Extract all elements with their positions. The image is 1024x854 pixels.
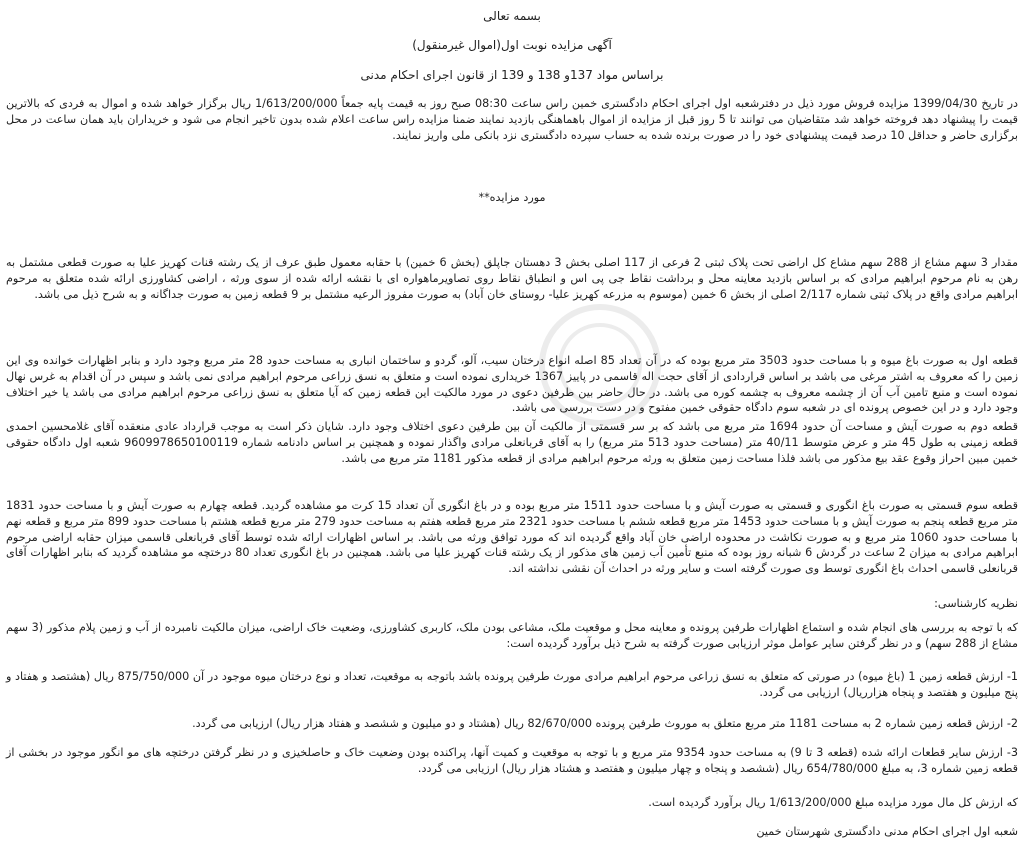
valuation-item-2: 2- ارزش قطعه زمین شماره 2 به مساحت 1181 متر مربع متعلق به موروث طرفین پرونده 82/670/000 ریال (هشتاد و دو میلیون و ششصد و هفتاد هزار ریال) ارزیابی می گردد. [192,717,1018,730]
plots-three-to-nine-paragraph: قطعه سوم قسمتی به صورت باغ انگوری و قسمتی به صورت آیش و با مساحت حدود 1511 متر مربع بوده و در باغ انگوری آن تعداد 15 کرت مو مشاهده گردید. قطعه چهارم به صورت آیش و با مساحت حدود 1831 متر مربع قطعه پنجم به صورت آیش و با مساحت حدود 1453 متر مربع قطعه ششم با مساحت حدود 2321 متر مربع قطعه هفتم به مساحت حدود 279 متر مربع قطعه هشتم با مساحت حدود 899 متر مربع و قطعه نهم با مساحت حدود 1060 متر مربع و به صورت نکاشت در محدوده اراضی خان آباد واقع گردیده اند که مورد توافق ورثه می باشد. بر اساس اظهارات ارائه شده توسط آقای قربانعلی قاسمی میزان حقابه اراضی مرحوم ابراهیم مرادی به میزان 2 ساعت در گردش 6 شبانه روز بوده که منبع تأمین آب زمین های مذکور از یک رشته قنات کهریز علیا می باشد. همچنین در باغ انگوری تعداد 80 درختچه مو مشاهده گردید که بنابر اظهارات آقای قربانعلی قاسمی احداث باغ انگوری توسط وی صورت گرفته است و سایر ورثه در احداث آن نقشی نداشته اند. [6,499,1018,576]
header-notice-title: آگهی مزایده نوبت اول(اموال غیرمنقول) [412,38,612,52]
valuation-item-1: 1- ارزش قطعه زمین 1 (باغ میوه) در صورتی که متعلق به نسق زراعی مرحوم ابراهیم مرادی مورث طرفین پرونده باشد باتوجه به موقعیت، تعداد و نوع درختان میوه موجود در آن 875/750/000 ریال (هشتصد و هفتاد و پنج میلیون و هفتصد و پنجاه هزارریال) ارزیابی می گردد. [6,670,1019,699]
header-legal-basis: براساس مواد 137و 138 و 139 از قانون اجرای احکام مدنی [360,68,664,82]
plot-two-paragraph: قطعه دوم به صورت آیش و مساحت آن حدود 1694 متر مربع می باشد که بر سر قسمتی از مالکیت آن بین طرفین دعوی اختلاف وجود دارد. شایان ذکر است به موجب قرارداد عادی منعقده آقای غلامحسین احمدی قطعه زمینی به طول 45 متر و عرض متوسط 40/11 متر (مساحت حدود 513 متر مربع) را به آقای قربانعلی مرادی واگذار نموده و همچنین بر اساس دادنامه شماره 9609978650100119 شعبه اول دادگاه حقوقی خمین مبین احراز وقوع عقد بیع مذکور می باشد فلذا مساحت زمین متعلق به ورثه مرحوم ابراهیم مرادی از قطعه مذکور 1181 متر مربع می باشد. [6,420,1018,465]
expert-opinion-body: که با توجه به بررسی های انجام شده و استماع اظهارات طرفین پرونده و معاینه محل و موقعیت ملک، مشاعی بودن ملک، کاربری کشاورزی، وضعیت خاک اراضی، میزان مالکیت نامبرده از آب و زمین پلام مذکور (3 سهم مشاع از 288 سهم) و در نظر گرفتن سایر عوامل موثر ارزیابی صورت گرفته به شرح ذیل برآورد گردیده است: [6,621,1018,650]
signature-line: شعبه اول اجرای احکام مدنی دادگستری شهرستان خمین [756,825,1018,838]
valuation-item-3: 3- ارزش سایر قطعات ارائه شده (قطعه 3 تا 9) به مساحت حدود 9354 متر مربع و با توجه به موقعیت و کمیت آنها، پراکنده بودن وضعیت خاک و حاصلخیزی و در نظر گرفتن درختچه های مو انگور موجود در بخشی از قطعه زمین شماره 3، به مبلغ 654/780/000 ریال (ششصد و پنجاه و چهار میلیون و هفتصد و هشتاد هزار ریال) ارزیابی می گردد. [6,746,1018,775]
header-bismillah: بسمه تعالی [483,9,541,23]
property-description-paragraph: مقدار 3 سهم مشاع از 288 سهم مشاع کل اراضی تحت پلاک ثبتی 2 فرعی از 117 اصلی بخش 3 دهستان جاپلق (بخش 6 خمین) با حقابه معمول طبق عرف از یک رشته قنات کهریز علیا به صورت قطعی مشتمل به رهن به نام مرحوم ابراهیم مرادی که بر اساس بازدید معاینه محل و برداشت نقاط جی پی اس و انطباق نقاط روی تصاویرماهواره ای با نقشه ارائه شده از سوی ورثه ، اراضی کشاورزی ارائه شده متعلق به مرحوم ابراهیم مرادی واقع در پلاک ثبتی شماره 2/117 اصلی از بخش 6 خمین (موسوم به مزرعه کهریز علیا- روستای خان آباد) به صورت مفروز الرعیه مشتمل بر 9 قطعه زمین به صورت جداگانه و به شرح ذیل می باشد. [6,256,1019,301]
expert-opinion-title: نظریه کارشناسی: [934,597,1018,610]
intro-paragraph: در تاریخ 1399/04/30 مزایده فروش مورد ذیل در دفترشعبه اول اجرای احکام دادگستری خمین راس ساعت 08:30 صبح روز به قیمت پایه جمعاً 1/613/200/000 ریال برگزار خواهد شده و اموال به فردی که بالاترین قیمت را پیشنهاد دهد فروخته خواهد شد متقاضیان می توانند تا 5 روز قبل از مزایده از اموال باهماهنگی بازدید نمایند ضمنا مزایده راس ساعت اعلام شده بدون تاخیر انجام می شود و خریداران باید همان ساعت در محل برگزاری حاضر و حداقل 10 درصد قیمت پیشنهادی خود را در صورت برنده شده به حساب سپرده دادگستری نزد بانکی ملی واریز نمایند. [6,97,1019,142]
total-valuation: که ارزش کل مال مورد مزایده مبلغ 1/613/200/000 ریال برآورد گردیده است. [648,796,1018,809]
auction-subject-title: مورد مزایده** [478,191,546,204]
plot-one-paragraph: قطعه اول به صورت باغ میوه و با مساحت حدود 3503 متر مربع بوده که در آن تعداد 85 اصله انواع درختان سیب، آلو، گردو و ساختمان انباری به مساحت حدود 28 متر مربع وجود دارد و بنابر اظهارات خوانده وی این زمین را که معروف به اشتر مرغی می باشد بر اساس قراردادی از آقای حجت اله قاسمی در پاییز 1367 خریداری نموده است و متعلق به نسق زراعی مرحوم ابراهیم مرادی نمی باشد و سپس در آن اقدام به غرس نهال نموده است و منبع تامین آب آن از چشمه معروف به چشمه کوره می باشد. در حال حاضر بین طرفین دعوی در مورد مالکیت این قطعه زمین که آیا متعلق به نسق زراعی مرحوم ابراهیم مرادی می باشد یا خیر اختلاف وجود دارد و در این خصوص پرونده ای در شعبه سوم دادگاه حقوقی خمین مفتوح و در دست بررسی می باشد. [6,354,1018,415]
